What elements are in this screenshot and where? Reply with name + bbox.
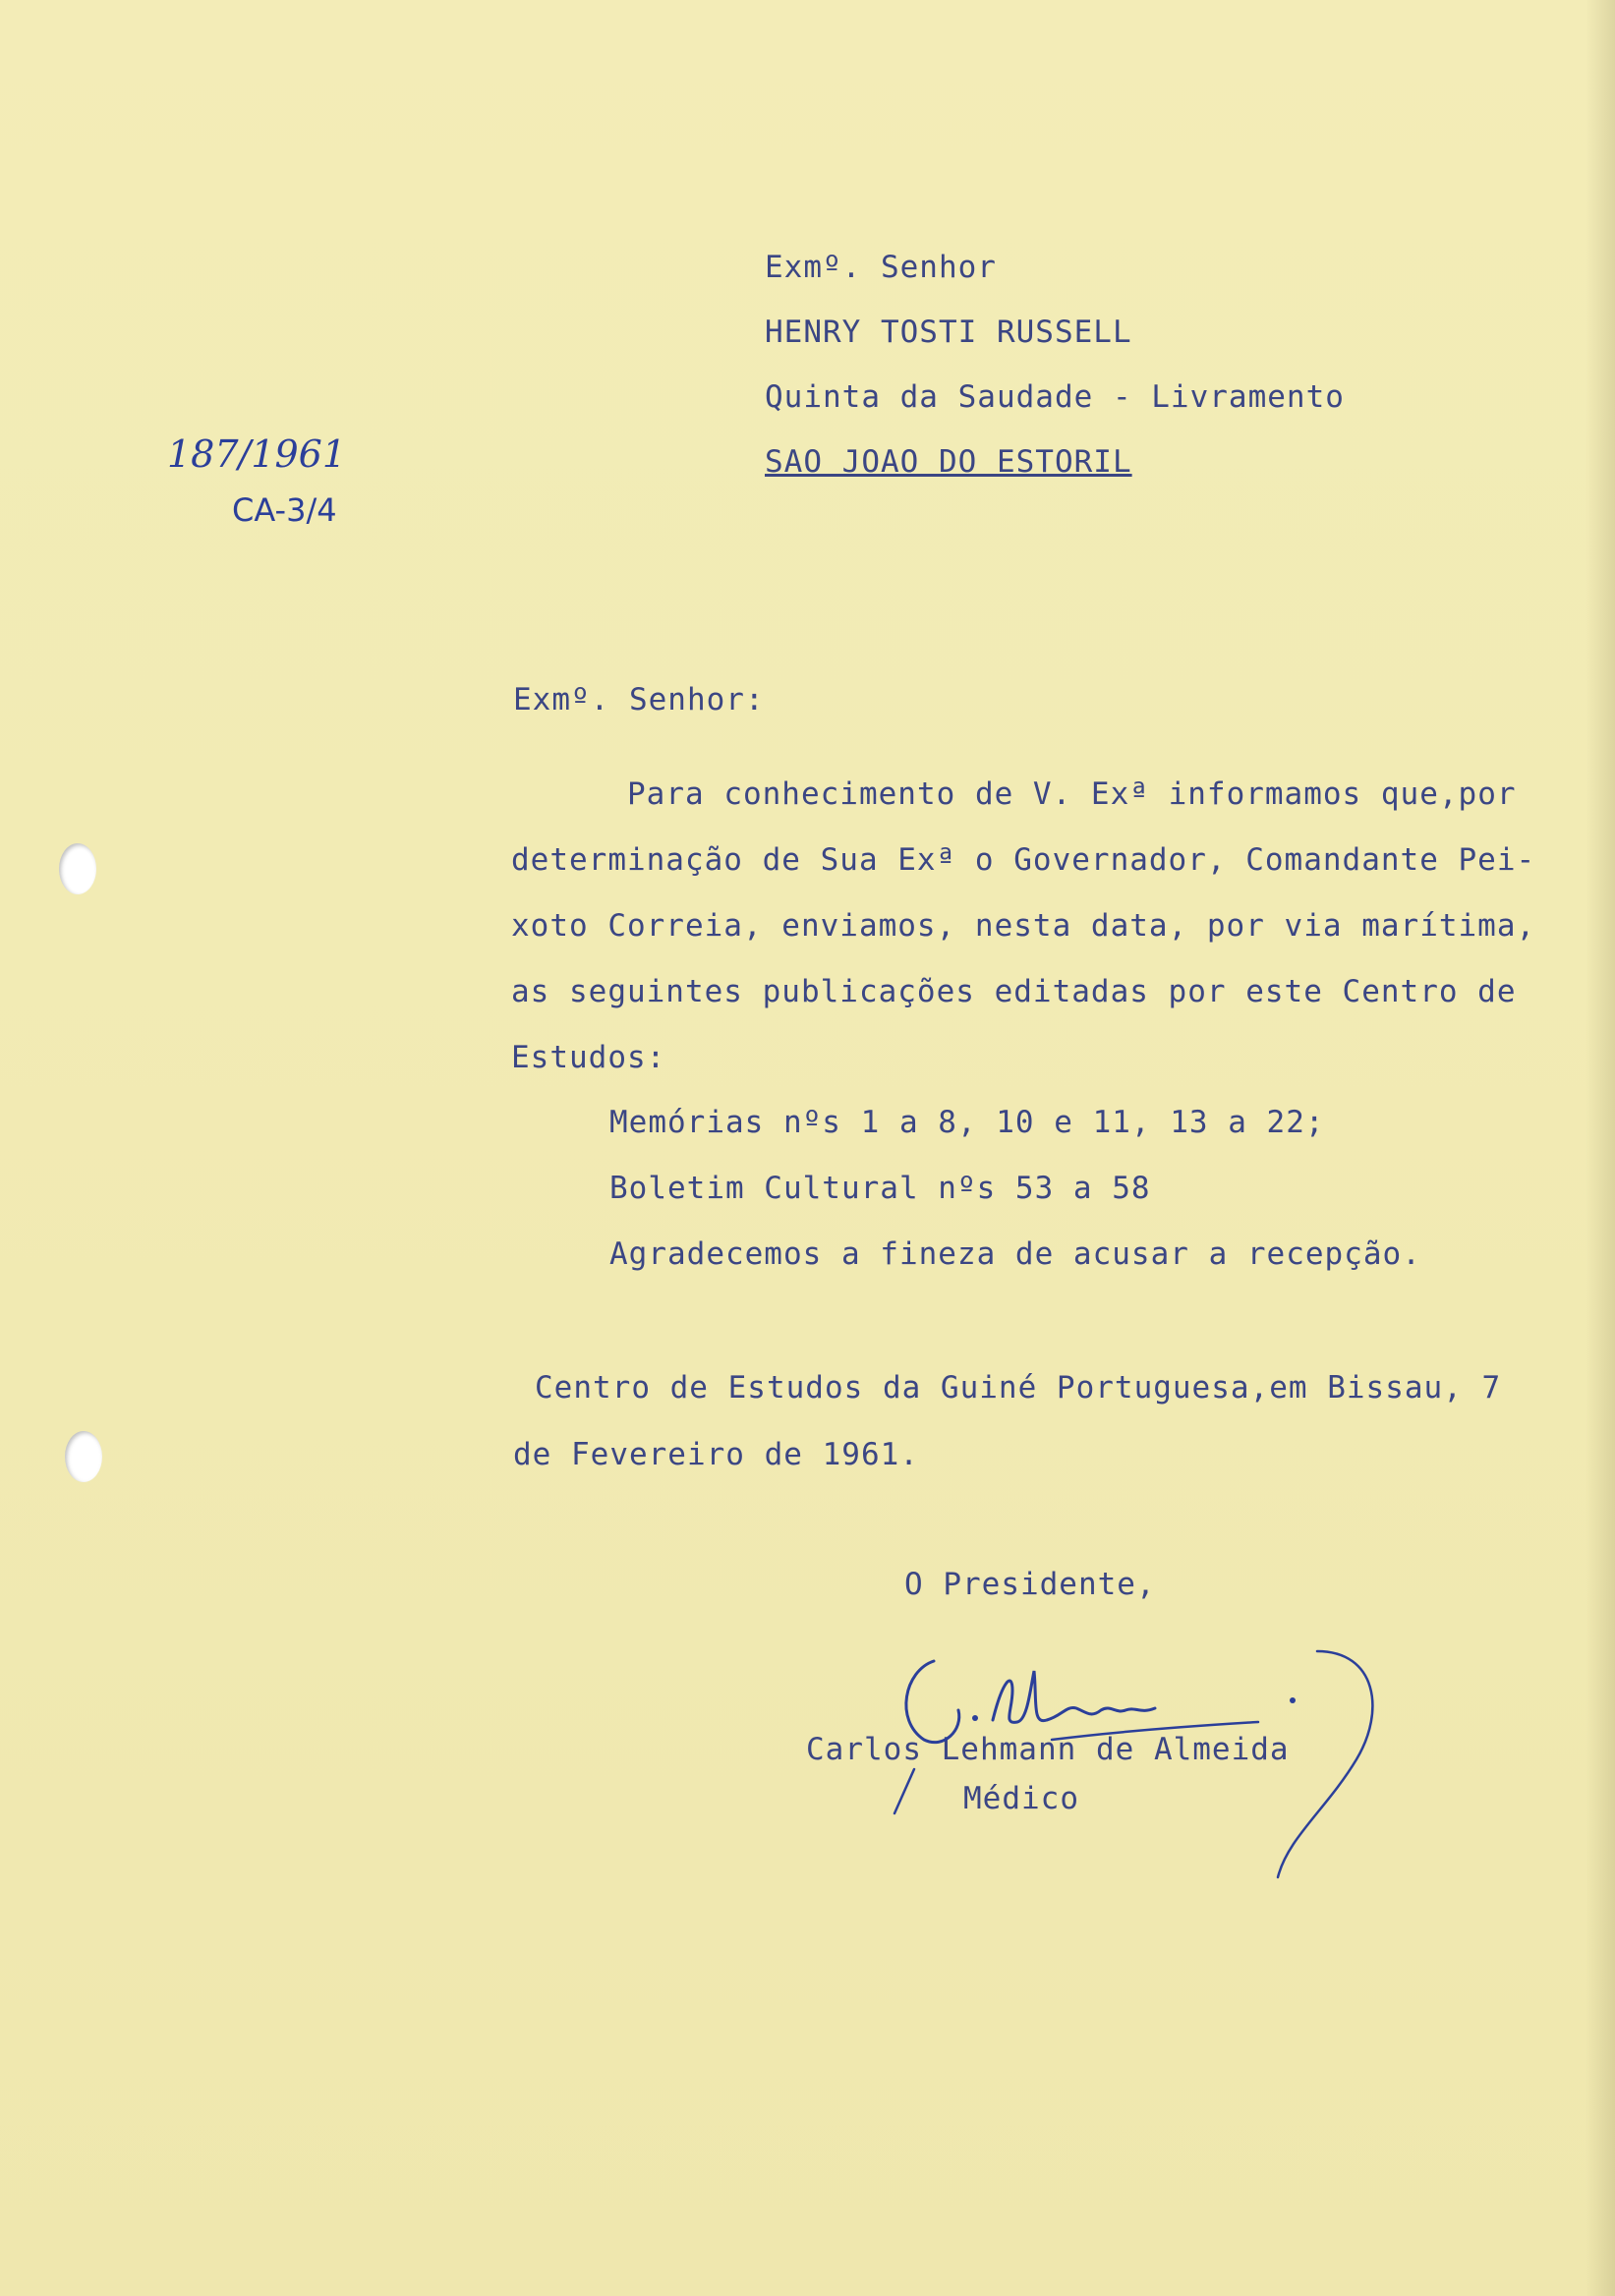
recipient-name: HENRY TOSTI RUSSELL [765, 315, 1132, 350]
handwritten-signature [865, 1632, 1396, 1887]
page-edge-shadow [1586, 0, 1615, 2296]
signatory-title: O Presidente, [904, 1567, 1156, 1602]
recipient-city: SAO JOAO DO ESTORIL [765, 444, 1132, 480]
reference-code: CA-3/4 [232, 491, 337, 529]
publication-memorias: Memórias nºs 1 a 8, 10 e 11, 13 a 22; [609, 1105, 1325, 1140]
body-line-2: determinação de Sua Exª o Governador, Comandante Pei- [511, 842, 1536, 878]
punch-hole-bottom [65, 1431, 102, 1482]
place-date-line-1: Centro de Estudos da Guiné Portuguesa,em Bissau, 7 [535, 1370, 1502, 1406]
body-line-1: Para conhecimento de V. Exª informamos que,por [627, 776, 1517, 812]
greeting: Exmº. Senhor: [513, 682, 765, 718]
body-line-5: Estudos: [511, 1040, 666, 1075]
publication-boletim: Boletim Cultural nºs 53 a 58 [609, 1171, 1151, 1206]
body-line-4: as seguintes publicações editadas por este Centro de [511, 974, 1517, 1009]
closing-request: Agradecemos a fineza de acusar a recepção. [609, 1236, 1421, 1272]
recipient-address: Quinta da Saudade - Livramento [765, 379, 1345, 415]
punch-hole-top [59, 843, 96, 894]
place-date-line-2: de Fevereiro de 1961. [513, 1437, 919, 1472]
recipient-salutation: Exmº. Senhor [765, 250, 997, 285]
body-line-3: xoto Correia, enviamos, nesta data, por via marítima, [511, 908, 1536, 944]
signatory-name: Carlos Lehmann de Almeida [806, 1732, 1290, 1767]
reference-number: 187/1961 [167, 432, 347, 476]
signatory-profession: Médico [963, 1781, 1079, 1816]
